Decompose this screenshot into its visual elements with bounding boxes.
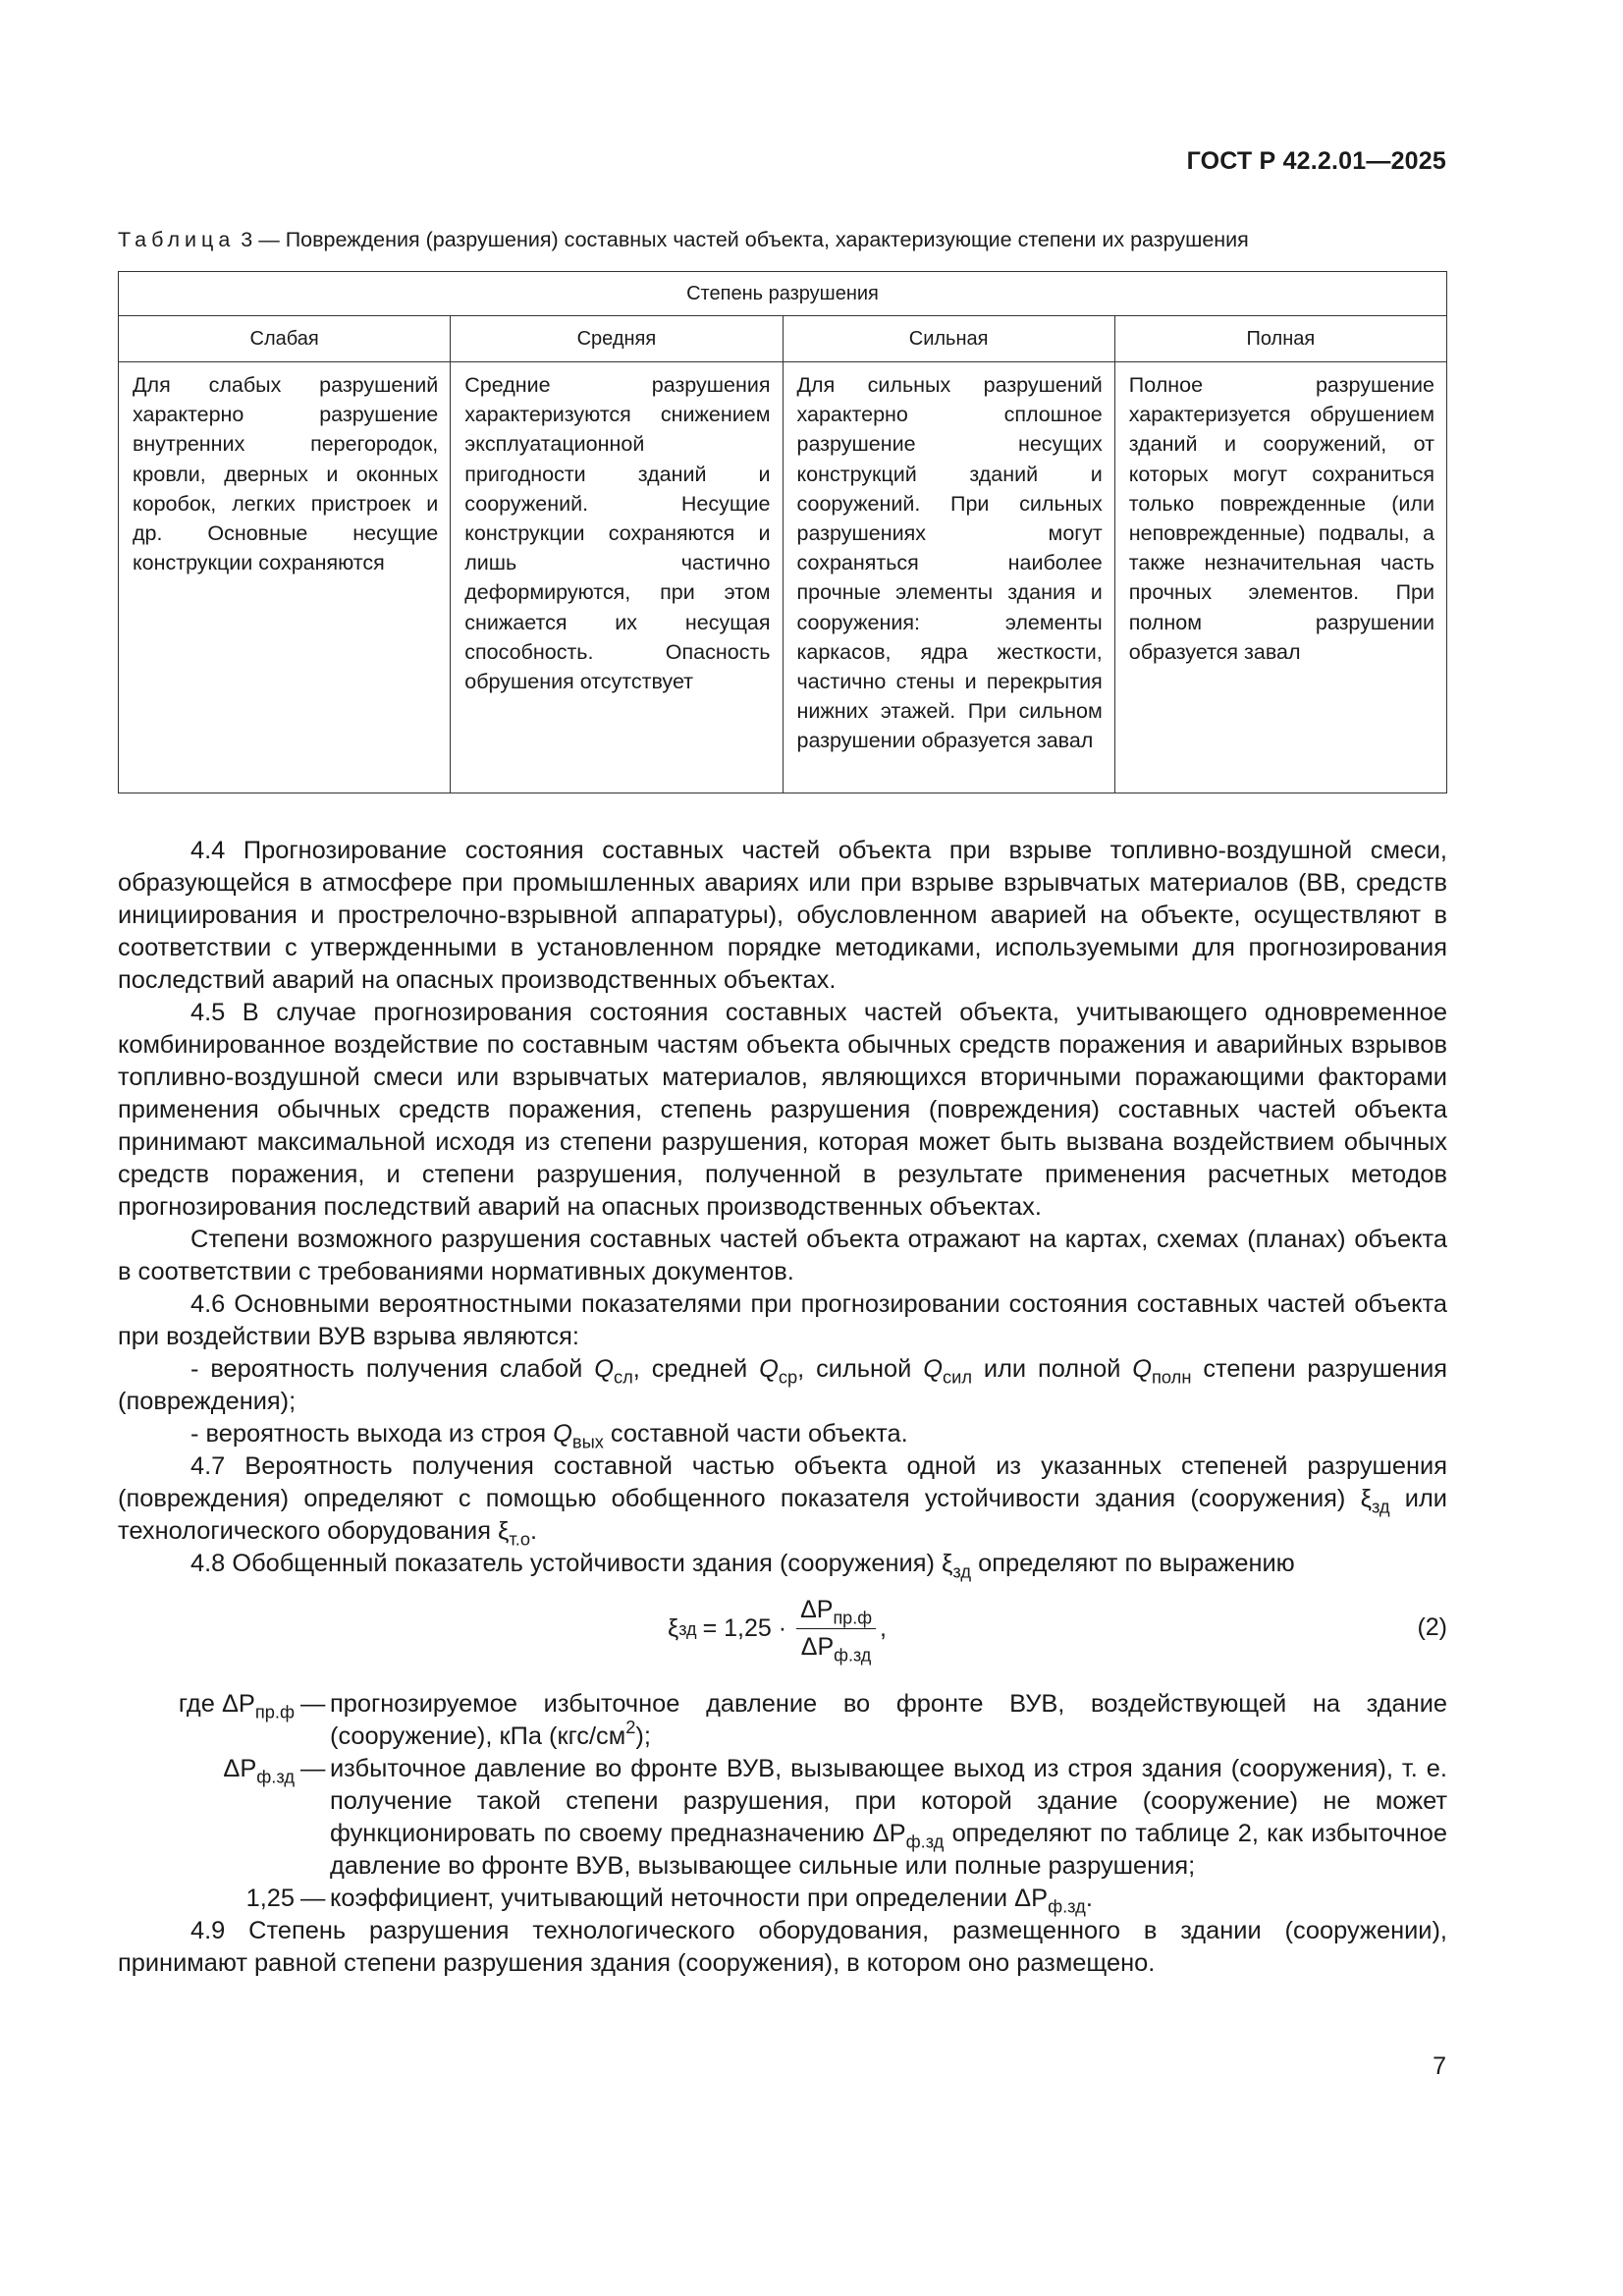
formula-2 <box>118 1584 1447 1678</box>
paragraph-4-7: 4.7 Вероятность получения составной частью объекта одной из указанных степеней разрушения (повреждения) определяют с помощью обобщенного показателя устойчивости здания (сооружения) $\xi_{зд}$ или технологического оборудования $\xi_{т.о}$. <box>118 1452 1447 1550</box>
table-cell-full: Полное разрушение характеризуется обрушением зданий и сооружений, от которых могут сохраниться только поврежденные (или неповрежденные) подвалы, а также незначительная часть прочных элементов. При полном разрушении образуется завал <box>1114 362 1446 793</box>
where-definition-3: 1,25 — коэффициент, учитывающий неточности при определении $\Delta P_{ф.зд}$. <box>245 1885 1093 1917</box>
formula-number: (2) <box>1417 1613 1447 1641</box>
where-definition-1: где $\Delta P_{пр.ф}$ — прогнозируемое избыточное давление во фронте ВУВ, воздействующей на здание (сооружение), кПа $(кгс/см^2)$; <box>178 1690 1447 1750</box>
where-definition-2: $\Delta P_{ф.зд}$ — избыточное давление во фронте ВУВ, вызывающее выход из строя здания (сооружения), т. е. получение такой степени разрушения, при которой здание (сооружение) не может функционировать по своему предназначению $\Delta P_{ф.зд}$ определяют по таблице 2, как избыточное давление во фронте ВУВ, вызывающее сильные или полные разрушения; <box>223 1755 1447 1880</box>
page-number: 7 <box>1433 2052 1446 2080</box>
table-cell-medium: Средние разрушения характеризуются снижением эксплуатационной пригодности зданий и сооружений. Несущие конструкции сохраняются и лишь частично деформируются, при этом снижается их несущая способность. Опасность обрушения отсутствует <box>451 362 783 793</box>
body-text <box>118 835 1447 1980</box>
list-item-failure-probability: - вероятность выхода из строя $Q_{вых}$ составной части объекта. <box>190 1420 908 1452</box>
document-code: ГОСТ Р 42.2.01—2025 <box>1186 147 1446 175</box>
paragraph-4-8: 4.8 Обобщенный показатель устойчивости здания (сооружения) $\xi_{зд}$ определяют по выражению <box>190 1550 1295 1582</box>
table-caption-text: 3 — Повреждения (разрушения) составных частей объекта, характеризующие степени их разрушения <box>235 228 1249 251</box>
list-item-probabilities: - вероятность получения слабой $Q_{сл}$, средней $Q_{ср}$, сильной $Q_{сил}$ или полной $Q_{полн}$ степени разрушения (повреждения); <box>118 1355 1448 1415</box>
table-cell-strong: Для сильных разрушений характерно сплошное разрушение несущих конструкций зданий и сооружений. При сильных разрушениях могут сохраняться наиболее прочные элементы здания и сооружения: элементы каркасов, ядра жесткости, частично стены и перекрытия нижних этажей. При сильном разрушении образуется завал <box>783 362 1114 793</box>
column-header-medium: Средняя <box>451 316 783 362</box>
column-header-weak: Слабая <box>119 316 451 362</box>
paragraph-4-4: 4.4 Прогнозирование состояния составных частей объекта при взрыве топливно-воздушной смеси, образующейся в атмосфере при промышленных авариях или при взрыве взрывчатых материалов (ВВ, средств инициирования и прострелочно-взрывной аппаратуры), обусловленном аварией на объекте, осуществляют в соответствии с утвержденными в установленном порядке методиками, используемыми для прогнозирования последствий аварий на опасных производственных объектах. <box>118 837 1447 994</box>
paragraph-4-5: 4.5 В случае прогнозирования состояния составных частей объекта, учитывающего одновременное комбинированное воздействие по составным частям объекта обычных средств поражения и аварийных взрывов топливно-воздушной смеси или взрывчатых материалов, являющихся вторичными поражающими факторами применения обычных средств поражения, степень разрушения (повреждения) составных частей объекта принимают максимальной исходя из степени разрушения, которая может быть вызвана воздействием обычных средств поражения, и степени разрушения, полученной в результате применения расчетных методов прогнозирования последствий аварий на опасных производственных объектах. <box>118 999 1447 1221</box>
formula-fraction: $\frac{\Delta P_{пр.ф}}{\Delta P_{ф.зд}}$ <box>796 1594 876 1664</box>
table-caption <box>118 228 1447 252</box>
table-caption-label: Таблица <box>118 228 236 251</box>
column-header-full: Полная <box>1114 316 1446 362</box>
table-cell-weak: Для слабых разрушений характерно разрушение внутренних перегородок, кровли, дверных и оконных коробок, легких пристроек и др. Основные несущие конструкции сохраняются <box>119 362 451 793</box>
formula-expression: ξ зд = 1,25 · $\frac{\Delta P_{пр.ф}}{\Delta P_{ф.зд}}$ , <box>668 1596 887 1666</box>
column-header-strong: Сильная <box>783 316 1114 362</box>
paragraph-4-9: 4.9 Степень разрушения технологического оборудования, размещенного в здании (сооружении), принимают равной степени разрушения здания (сооружения), в котором оно размещено. <box>118 1917 1447 1977</box>
damage-degree-table <box>118 271 1447 793</box>
paragraph-4-6: 4.6 Основными вероятностными показателями при прогнозировании состояния составных частей объекта при воздействии ВУВ взрыва являются: <box>118 1290 1447 1350</box>
table-group-header: Степень разрушения <box>119 272 1447 316</box>
paragraph-4-5-maps: Степени возможного разрушения составных частей объекта отражают на картах, схемах (планах) объекта в соответствии с требованиями нормативных документов. <box>118 1226 1447 1285</box>
